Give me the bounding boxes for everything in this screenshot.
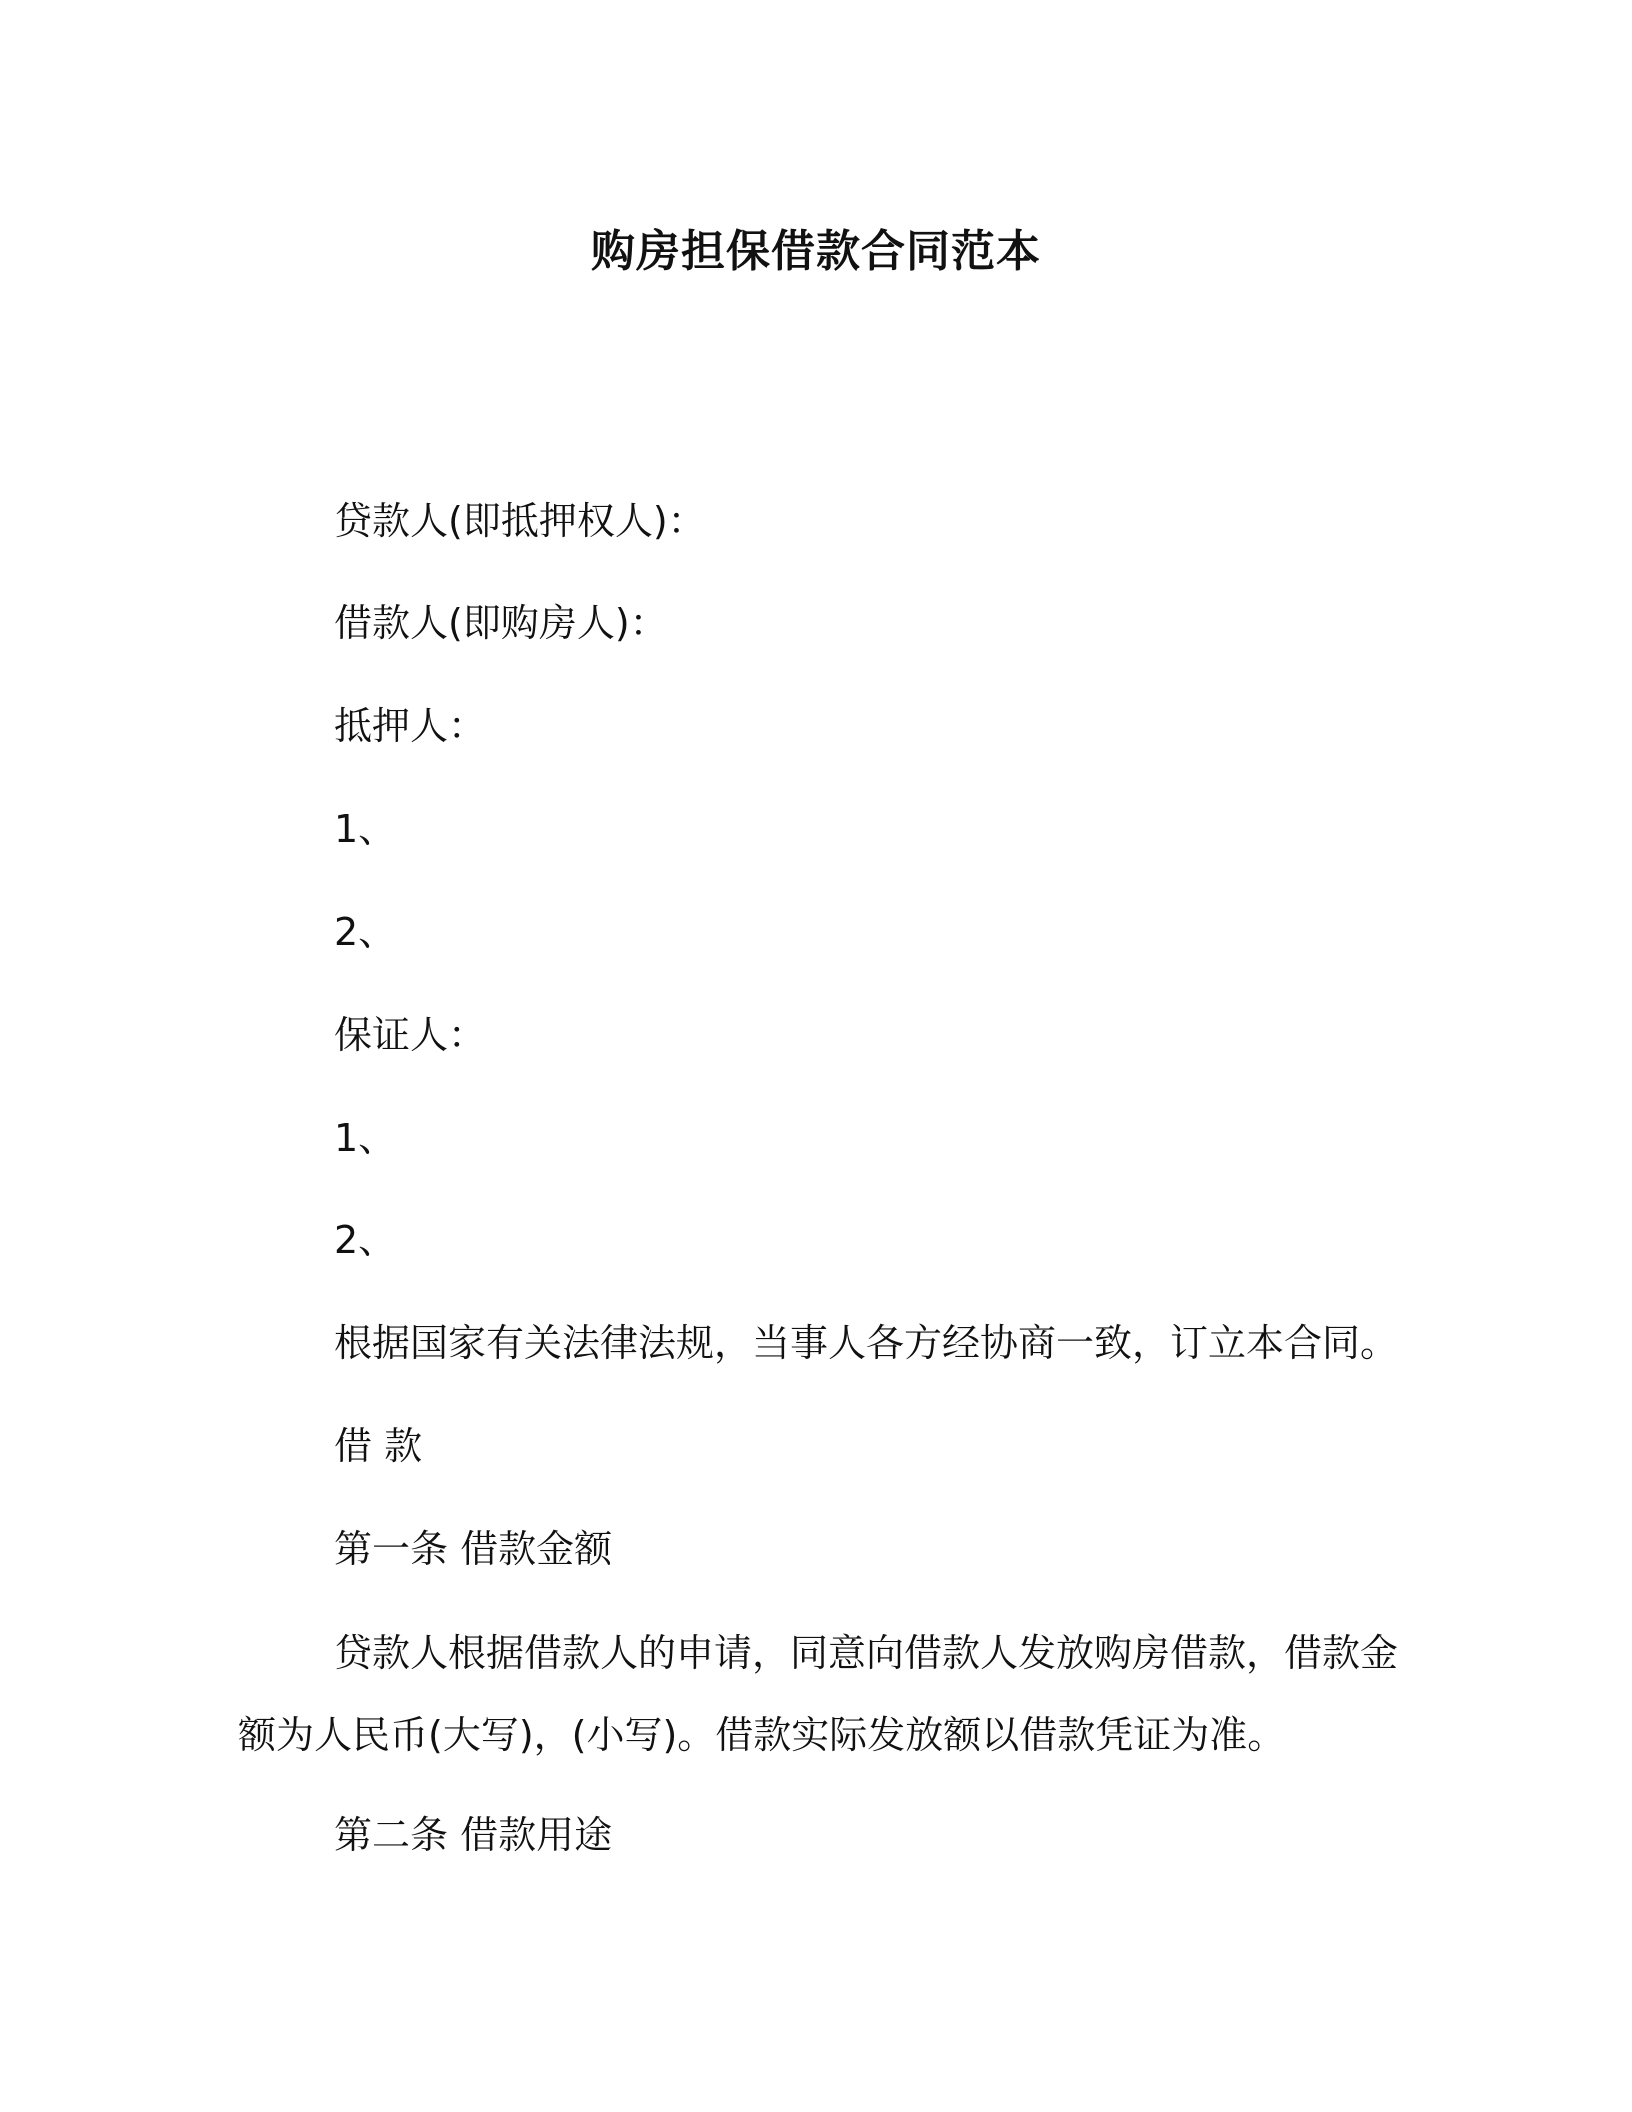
guarantor-label: 保证人：	[334, 1013, 487, 1057]
article-2-heading: 第二条 借款用途	[334, 1813, 613, 1857]
mortgagor-item-1: 1、	[334, 807, 397, 851]
article-1-paragraph	[238, 1628, 1399, 1760]
preamble: 根据国家有关法律法规，当事人各方经协商一致，订立本合同。	[334, 1321, 1399, 1365]
lender-line: 贷款人(即抵押权人)：	[334, 499, 706, 543]
section-heading: 借 款	[334, 1424, 423, 1468]
article-1-heading: 第一条 借款金额	[334, 1527, 613, 1571]
document-title: 购房担保借款合同范本	[591, 226, 1041, 277]
guarantor-item-1: 1、	[334, 1116, 397, 1160]
borrower-line: 借款人(即购房人)：	[334, 601, 668, 645]
article-1-text-line-2: 额为人民币(大写)，(小写)。借款实际发放额以借款凭证为准。	[238, 1713, 1286, 1757]
article-1-text-line-1: 贷款人根据借款人的申请，同意向借款人发放购房借款，借款金	[334, 1631, 1399, 1675]
guarantor-item-2: 2、	[334, 1218, 397, 1262]
mortgagor-item-2: 2、	[334, 910, 397, 954]
mortgagor-label: 抵押人：	[334, 704, 487, 748]
